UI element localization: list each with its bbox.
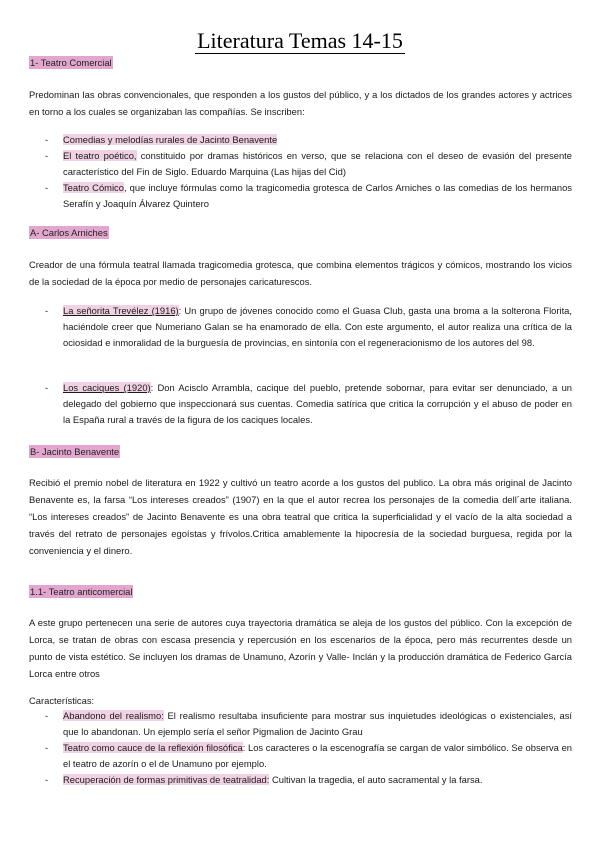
features-label: Características:	[29, 695, 95, 706]
list-item: - Teatro Cómico, que incluye fórmulas como la tragicomedia grotesca de Carlos Arniches o las comedias de los hermanos Serafín y Joaquín Álvarez Quintero	[45, 182, 572, 209]
list-item: - Los caciques (1920): Don Acisclo Arrambla, cacique del pueblo, pretende sobornar, para evitar ser denunciado, a un delegado del gobierno que inspeccionará sus cuentas. Comedia satírica que critica la corrupción y el abuso de poder en la España rural a través de la figura de los caciques locales.	[45, 382, 572, 425]
list-item: - El teatro poético, constituido por dramas históricos en verso, que se relaciona con el deseo de evasión del presente característico del Fin de Siglo. Eduardo Marquina (Las hijas del Cid)	[45, 150, 573, 177]
list-item: - La señorita Trevélez (1916): Un grupo de jóvenes conocido como el Guasa Club, gasta una broma a la solterona Florita, haciéndole creer que Numeriano Galan se ha enamorado de ella. Con este argumento, el autor realiza una crítica de la ociosidad e inmoralidad de la burguesía de provincias, en sintonía con el regeneracionismo de los autores del 98.	[45, 305, 572, 348]
paragraph-anticomercial: A este grupo pertenecen una serie de autores cuya trayectoria dramática se aleja de los gustos del público. Con la excepción de Lorca, se tratan de obras con escasa presencia y repercusión en los escenarios de la época, pero más recurrentes desde un punto de vista estético. Se incluyen los dramas de Unamuno, Azorín y Valle- Inclán y la producción dramática de Federico García Lorca entre otros	[29, 617, 572, 679]
paragraph-benavente: Recibió el premio nobel de literatura en 1922 y cultivó un teatro acorde a los gustos del publico. La obra más original de Jacinto Benavente es, la farsa “Los intereses creados” (1907) en la que el autor recrea los personajes de la comedia dell´arte italiana. “Los intereses creados” de Jacinto Benavente es una obra teatral que critica la superficialidad y el vacío de la alta sociedad a través del retrato de personajes egoístas y frívolos.Critica amablemente la hipocresía de la sociedad burguesa, regida por la conveniencia y el dinero.	[29, 477, 572, 556]
list-teatro-comercial	[29, 132, 572, 212]
list-item: - Abandono del realismo: El realismo resultaba insuficiente para mostrar sus inquietudes ideológicas o existenciales, así que lo abandonan. Un ejemplo sería el señor Pigmalion de Jacinto Grau	[45, 710, 572, 737]
list-item: - Recuperación de formas primitivas de teatralidad: Cultivan la tragedia, el auto sacramental y la farsa.	[45, 774, 483, 785]
section-heading-arniches: A- Carlos Arniches	[30, 227, 108, 238]
section-heading-benavente: B- Jacinto Benavente	[30, 446, 120, 457]
list-arniches	[29, 303, 572, 351]
section-heading-anticomercial: 1.1- Teatro anticomercial	[30, 586, 133, 597]
document-title: Literatura Temas 14-15	[197, 28, 403, 53]
list-item: - Comedias y melodías rurales de Jacinto Benavente	[45, 134, 278, 145]
list-item: - Teatro como cauce de la reflexión filosófica: Los caracteres o la escenografía se cargan de valor simbólico. Se observa en el teatro de azorín o el de Unamuno por ejemplo.	[45, 742, 572, 769]
paragraph-arniches-intro: Creador de una fórmula teatral llamada tragicomedia grotesca, que combina elementos trágicos y cómicos, mostrando los vicios de la sociedad de la época por medio de personajes caricaturescos.	[29, 259, 572, 287]
list-anticomercial	[29, 708, 572, 788]
paragraph-teatro-comercial-intro: Predominan las obras convencionales, que responden a los gustos del público, y a los dictados de los grandes actores y actrices en torno a los cuales se organizaban las compañías. Se inscriben:	[29, 89, 572, 117]
section-heading-teatro-comercial: 1- Teatro Comercial	[30, 57, 112, 68]
list-arniches-2	[29, 380, 572, 428]
